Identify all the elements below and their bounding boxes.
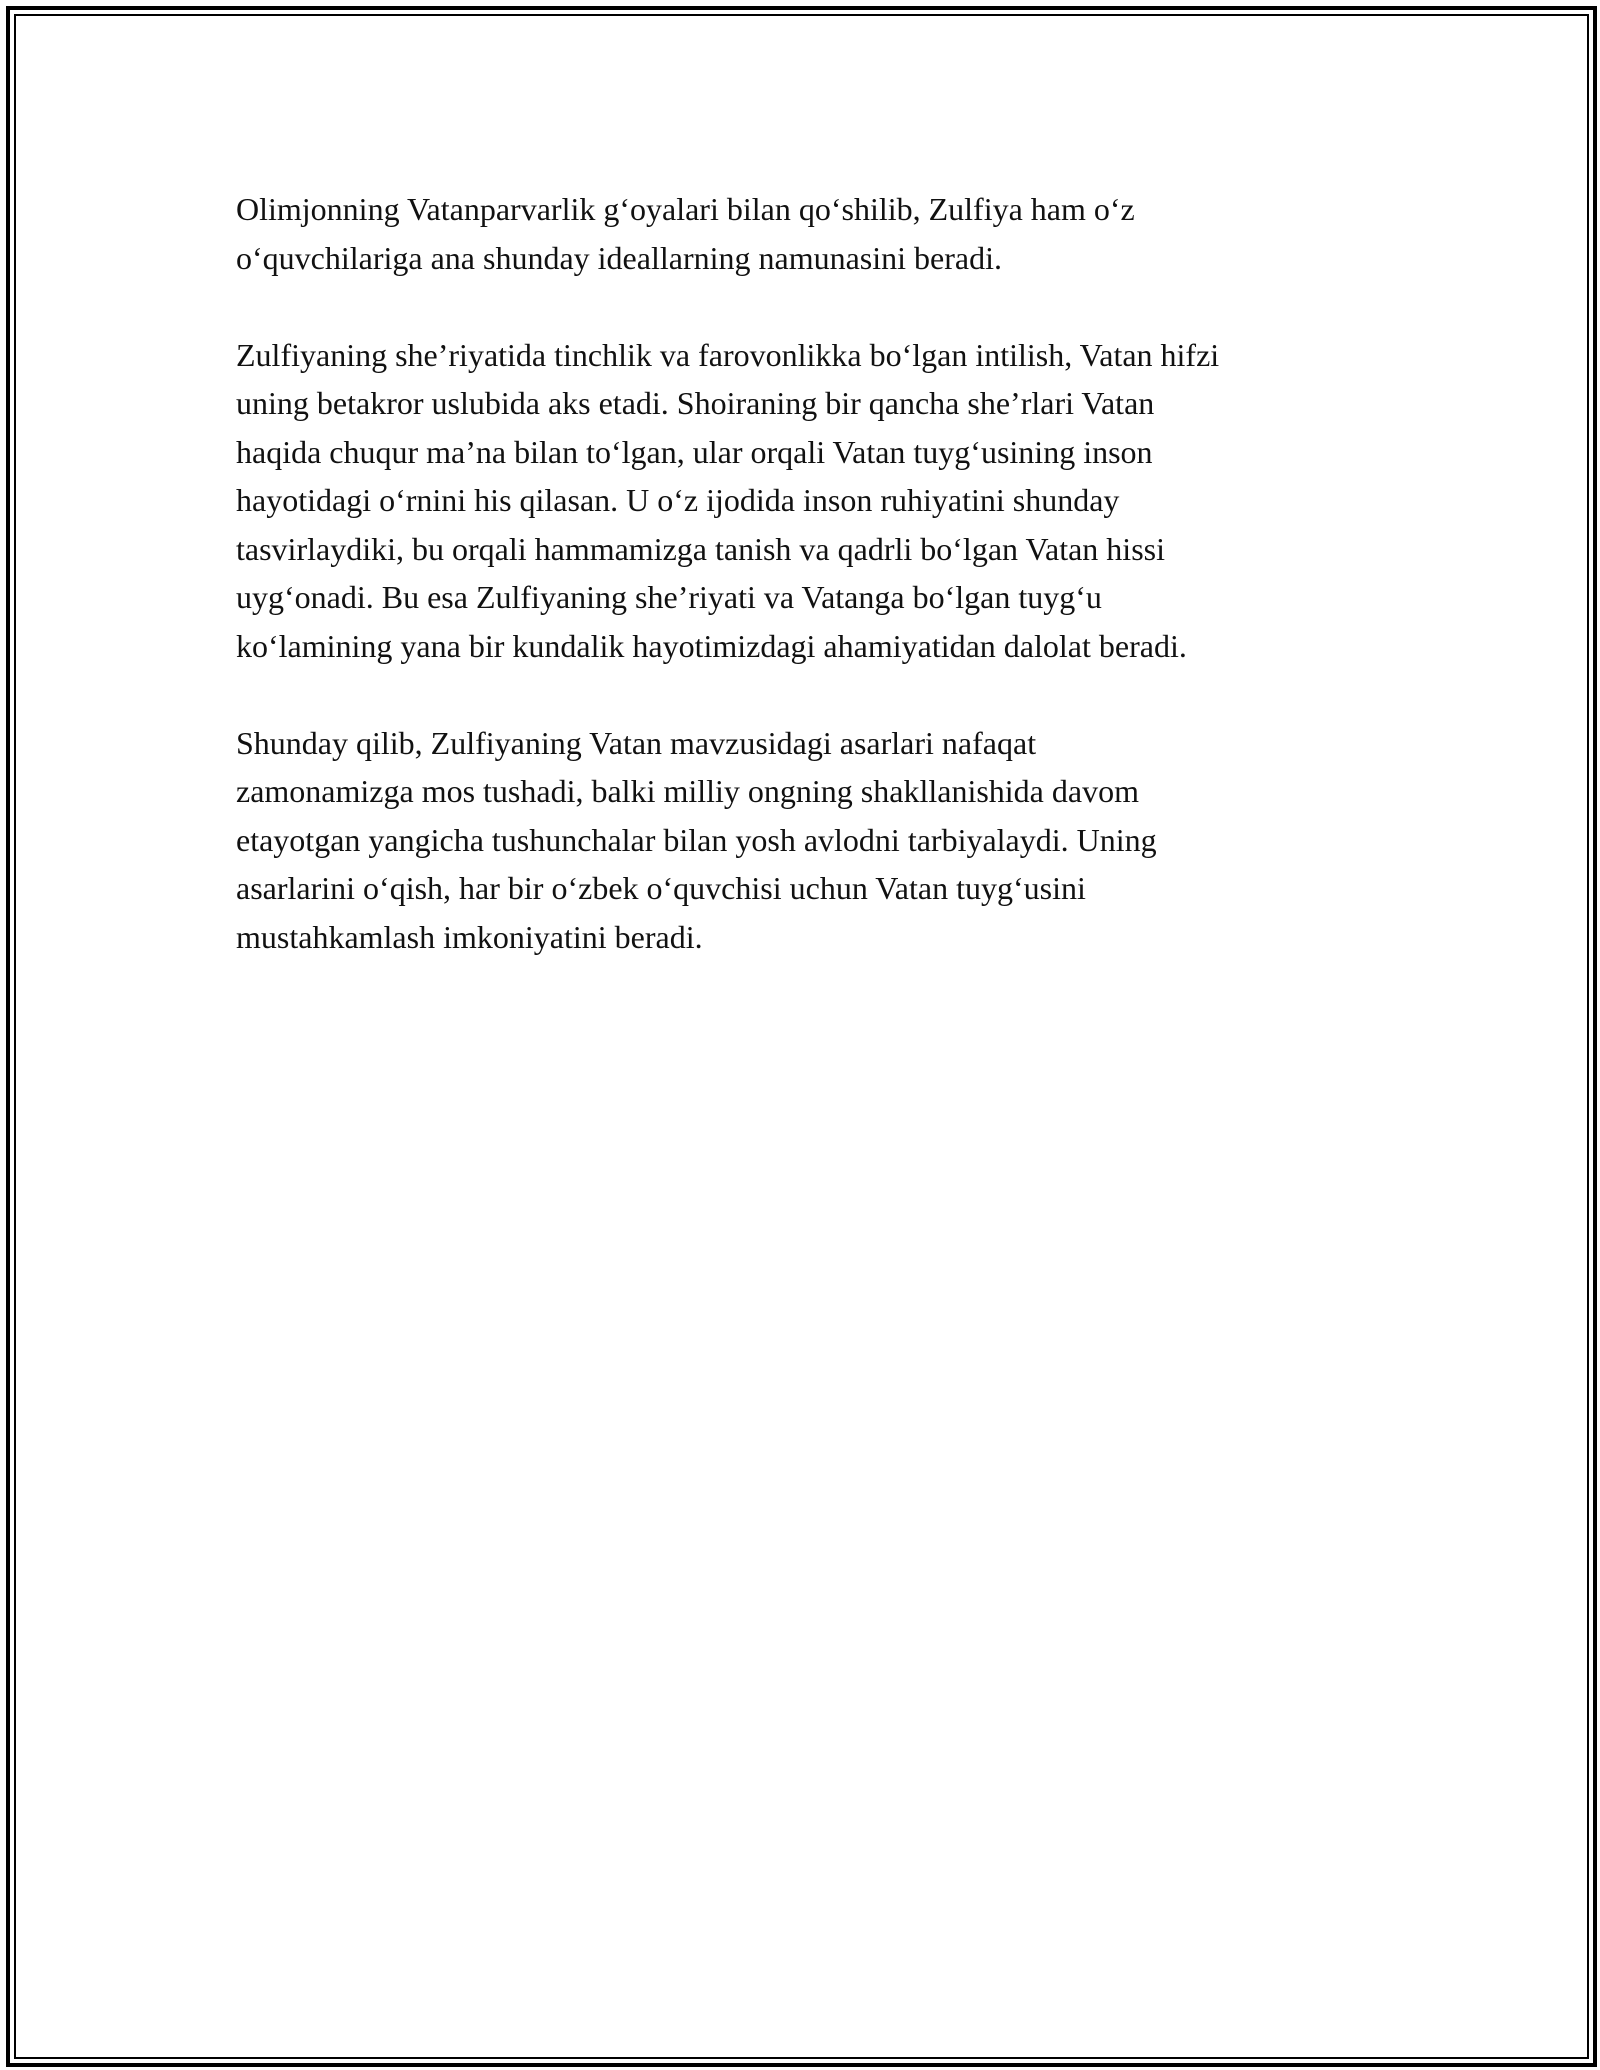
text-line: etayotgan yangicha tushunchalar bilan yosh avlodni tarbiyalaydi. Uning — [236, 821, 1157, 858]
paragraph-1 — [236, 185, 1396, 282]
text-line: asarlarini o‘qish, har bir o‘zbek o‘quvchisi uchun Vatan tuyg‘usini — [236, 870, 1086, 906]
document-body — [236, 185, 1396, 1010]
text-line: o‘quvchilariga ana shunday ideallarning namunasini beradi. — [236, 239, 1002, 276]
text-line: haqida chuqur ma’na bilan to‘lgan, ular orqali Vatan tuyg‘usining inson — [236, 433, 1153, 470]
text-line: zamonamizga mos tushadi, balki milliy ongning shakllanishida davom — [236, 773, 1139, 809]
text-line: tasvirlaydiki, bu orqali hammamizga tanish va qadrli bo‘lgan Vatan hissi — [236, 530, 1165, 567]
text-line: Zulfiyaning she’riyatida tinchlik va farovonlikka bo‘lgan intilish, Vatan hifzi — [236, 336, 1220, 373]
paragraph-3 — [236, 719, 1396, 962]
paragraph-2 — [236, 331, 1396, 671]
text-line: Olimjonning Vatanparvarlik g‘oyalari bilan qo‘shilib, Zulfiya ham o‘z — [236, 191, 1135, 227]
text-line: uning betakror uslubida aks etadi. Shoiraning bir qancha she’rlari Vatan — [236, 385, 1155, 421]
text-line: mustahkamlash imkoniyatini beradi. — [236, 918, 703, 955]
text-line: hayotidagi o‘rnini his qilasan. U o‘z ijodida inson ruhiyatini shunday — [236, 482, 1120, 518]
text-line: uyg‘onadi. Bu esa Zulfiyaning she’riyati va Vatanga bo‘lgan tuyg‘u — [236, 579, 1102, 615]
text-line: ko‘lamining yana bir kundalik hayotimizdagi ahamiyatidan dalolat beradi. — [236, 627, 1187, 664]
text-line: Shunday qilib, Zulfiyaning Vatan mavzusidagi asarlari nafaqat — [236, 724, 1037, 761]
